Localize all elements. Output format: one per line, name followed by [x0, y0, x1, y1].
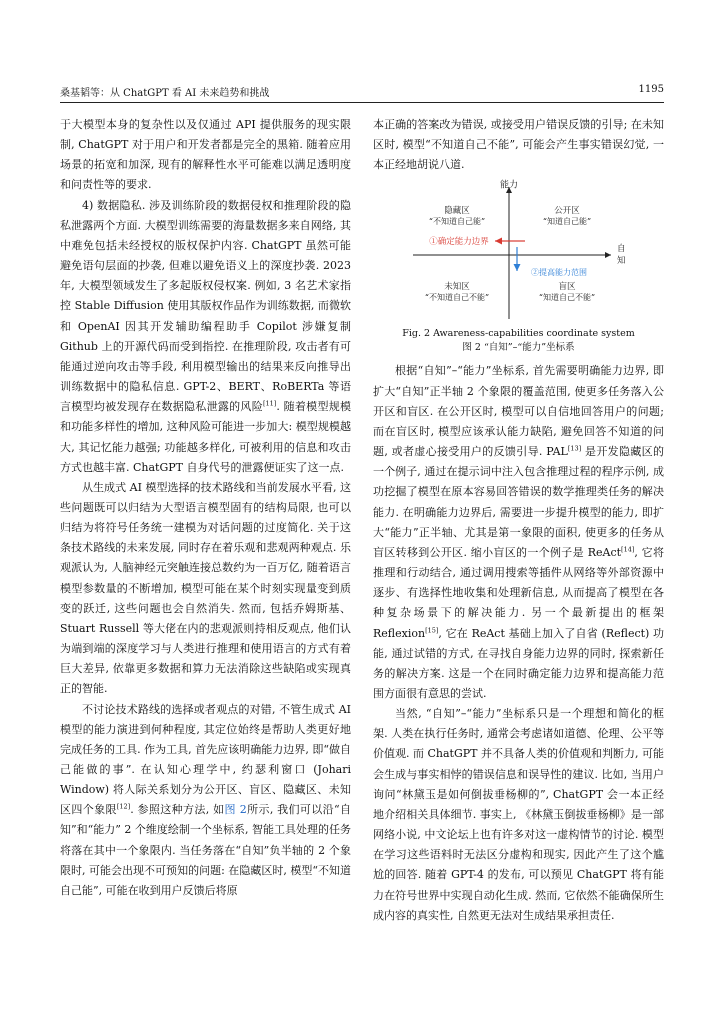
quadrant-public-name: 公开区: [554, 206, 580, 217]
figure-caption-en: Fig. 2 Awareness-capabilities coordinate system: [402, 328, 635, 340]
y-axis-label: 能力: [499, 181, 519, 192]
paragraph: 本正确的答案改为错误, 或接受用户错误反馈的引导; 在未知区时, 模型“不知道自己不能”, 可能会产生事实错误幻觉, 一本正经地胡说八道.: [373, 118, 664, 172]
paragraph-data-privacy: 4) 数据隐私. 涉及训练阶段的数据侵权和推理阶段的隐私泄露两个方面. 大模型训练需要的海量数据多来自网络, 其中难免包括未经授权的版权保护内容. ChatGPT 虽然可能避免语句层面的抄袭, 但难以避免语义上的深度抄袭. 2023 年, 大模型领域发生了多起版权侵权案. 例如, 3 名艺术家指控 Stable Diffusion 使用其版权作品作为训练数据, 而微软和 OpenAI 因其开发辅助编程助手 Copilot 涉嫌复制 Github 上的开源代码而受到指控. 在推理阶段, 攻击者有可能通过逆向攻击等手段, 利用模型输出的结果来反向推导出训练数据中的隐私信息. GPT-2、BERT、RoBERTa 等语言模型均被发现存在数据隐私泄露的风险[11]. 随着模型规模和功能多样性的增加, 这种风险可能进一步加大: 模型规模越大, 其记忆能力越强; 功能越多样化, 可被利用的信息和攻击方式也越丰富. ChatGPT 自身代号的泄露便证实了这一点.: [60, 198, 352, 474]
page-number: 1195: [638, 84, 664, 95]
right-column: [373, 115, 664, 926]
arrow-label-improve-range: ②提高能力范围: [531, 268, 587, 278]
quadrant-blind-name: 盲区: [558, 282, 576, 293]
quadrant-public-desc: “知道自己能”: [542, 217, 592, 227]
coordinate-diagram: [373, 177, 664, 325]
page-header: [60, 84, 664, 98]
left-column: [60, 115, 351, 901]
x-axis-label-2: 知: [617, 256, 626, 267]
citation[interactable]: [11]: [263, 399, 277, 408]
citation[interactable]: [15]: [425, 625, 439, 634]
paragraph: 当然, “自知”–“能力”坐标系只是一个理想和简化的框架. 人类在执行任务时, 通常会考虑诸如道德、伦理、公平等价值观. 而 ChatGPT 并不具备人类的价值观和判断力, 可能会生成与事实相悖的错误信息和误导性的建议. 比如, 当用户询问“林黛玉是如何倒拔垂杨柳的”, ChatGPT 会一本正经地介绍相关具体细节. 事实上, 《林黛玉倒拔垂杨柳》是一部网络小说, 中文论坛上也有许多对这一虚构情节的讨论. 模型在学习这些语料时无法区分虚构和现实, 因此产生了这个尴尬的回答. 随着 GPT-4 的发布, 可以预见 ChatGPT 将有能力在符号世界中实现自动化生成. 然而, 它依然不能确保所生成内容的真实性, 自然更无法对生成结果承担责任.: [373, 707, 664, 922]
x-axis-label-1: 自: [617, 244, 626, 255]
paragraph: 于大模型本身的复杂性以及仅通过 API 提供服务的现实限制, ChatGPT 对于用户和开发者都是完全的黑箱. 随着应用场景的拓宽和加深, 现有的解释性水平可能难以满足透明度和问责性等的要求.: [60, 118, 351, 192]
running-title: 桑基韬等：从 ChatGPT 看 AI 未来趋势和挑战: [60, 88, 270, 99]
citation[interactable]: [12]: [116, 802, 131, 811]
figure-link[interactable]: 图 2: [224, 803, 247, 817]
paragraph: 不讨论技术路线的选择或者观点的对错, 不管生成式 AI 模型的能力演进到何种程度, 其定位始终是帮助人类更好地完成任务的工具. 作为工具, 首先应该明确能力边界, 即“做自己能做的事”. 在认知心理学中, 约瑟利窗口 (Johari Window) 将人际关系划分为公开区、盲区、隐藏区、未知区四个象限[12]. 参照这种方法, 如图 2所示, 我们可以沿“自知”和“能力” 2 个维度绘制一个坐标系, 智能工具处理的任务将落在其中一个象限内. 当任务落在“自知”负半轴的 2 个象限时, 可能会出现不可预知的问题: 在隐藏区时, 模型“不知道自己能”, 可能在收到用户反馈后将原: [60, 702, 352, 897]
paragraph: 根据“自知”–“能力”坐标系, 首先需要明确能力边界, 即扩大“自知”正半轴 2 个象限的覆盖范围, 使更多任务落入公开区和盲区. 在公开区时, 模型可以自信地回答用户的问题; 而在盲区时, 模型应该承认能力缺陷, 避免回答不知道的问题, 或者虚心接受用户的反馈引导. PAL[13] 是开发隐藏区的一个例子, 通过在提示词中注入包含推理过程的程序示例, 成功挖掘了模型在原本容易回答错误的数学推理类任务的解决能力. 在明确能力边界后, 需要进一步提升模型的能力, 即扩大“能力”正半轴、尤其是第一象限的面积, 使更多的任务从盲区转移到公开区. 缩小盲区的一个例子是 ReAct[14], 它将推理和行动结合, 通过调用搜索等插件从网络等外部资源中逐步、有选择性地收集和处理新信息, 从而提高了模型在各种复杂场景下的解决能力. 另一个最新提出的框架 Reflexion[15], 它在 ReAct 基础上加入了自省 (Reflect) 功能, 通过试错的方式, 在寻找自身能力边界的同时, 探索新任务的解决方案. 这是一个在同时确定能力边界和提高能力范围方面很有意思的尝试.: [373, 364, 664, 700]
citation[interactable]: [13]: [567, 444, 582, 453]
figure-2: [373, 177, 664, 325]
figure-caption-zh: 图 2 “自知”–“能力”坐标系: [462, 342, 575, 354]
arrow-label-determine-boundary: ①确定能力边界: [429, 237, 489, 248]
citation[interactable]: [14]: [621, 545, 635, 554]
paragraph: 从生成式 AI 模型选择的技术路线和当前发展水平看, 这些问题既可以归结为大型语言模型固有的结构局限, 也可以归结为将符号任务统一建模为对话问题的过度简化. 关于这条技术路线的未来发展, 同时存在着乐观和悲观两种观点. 乐观派认为, 人脑神经元突触连接总数约为一百万亿, 随着语言模型参数量的不断增加, 模型可能在某个时刻实现量变到质变的跃迁, 这些问题也会自然消失. 然而, 包括乔姆斯基、Stuart Russell 等大佬在内的悲观派则持相反观点, 他们认为端到端的深度学习与人类进行推理和使用语言的方式有着巨大差异, 依靠更多数据和算力无法消除这些缺陷或实现真正的智能.: [60, 480, 351, 696]
quadrant-blind-desc: “知道自己不能”: [538, 293, 596, 303]
header-rule: [60, 102, 664, 103]
quadrant-hidden-name: 隐藏区: [444, 206, 470, 217]
quadrant-unknown-desc: “不知道自己不能”: [424, 293, 490, 303]
quadrant-unknown-name: 未知区: [444, 282, 470, 293]
quadrant-hidden-desc: “不知道自己能”: [428, 217, 486, 227]
